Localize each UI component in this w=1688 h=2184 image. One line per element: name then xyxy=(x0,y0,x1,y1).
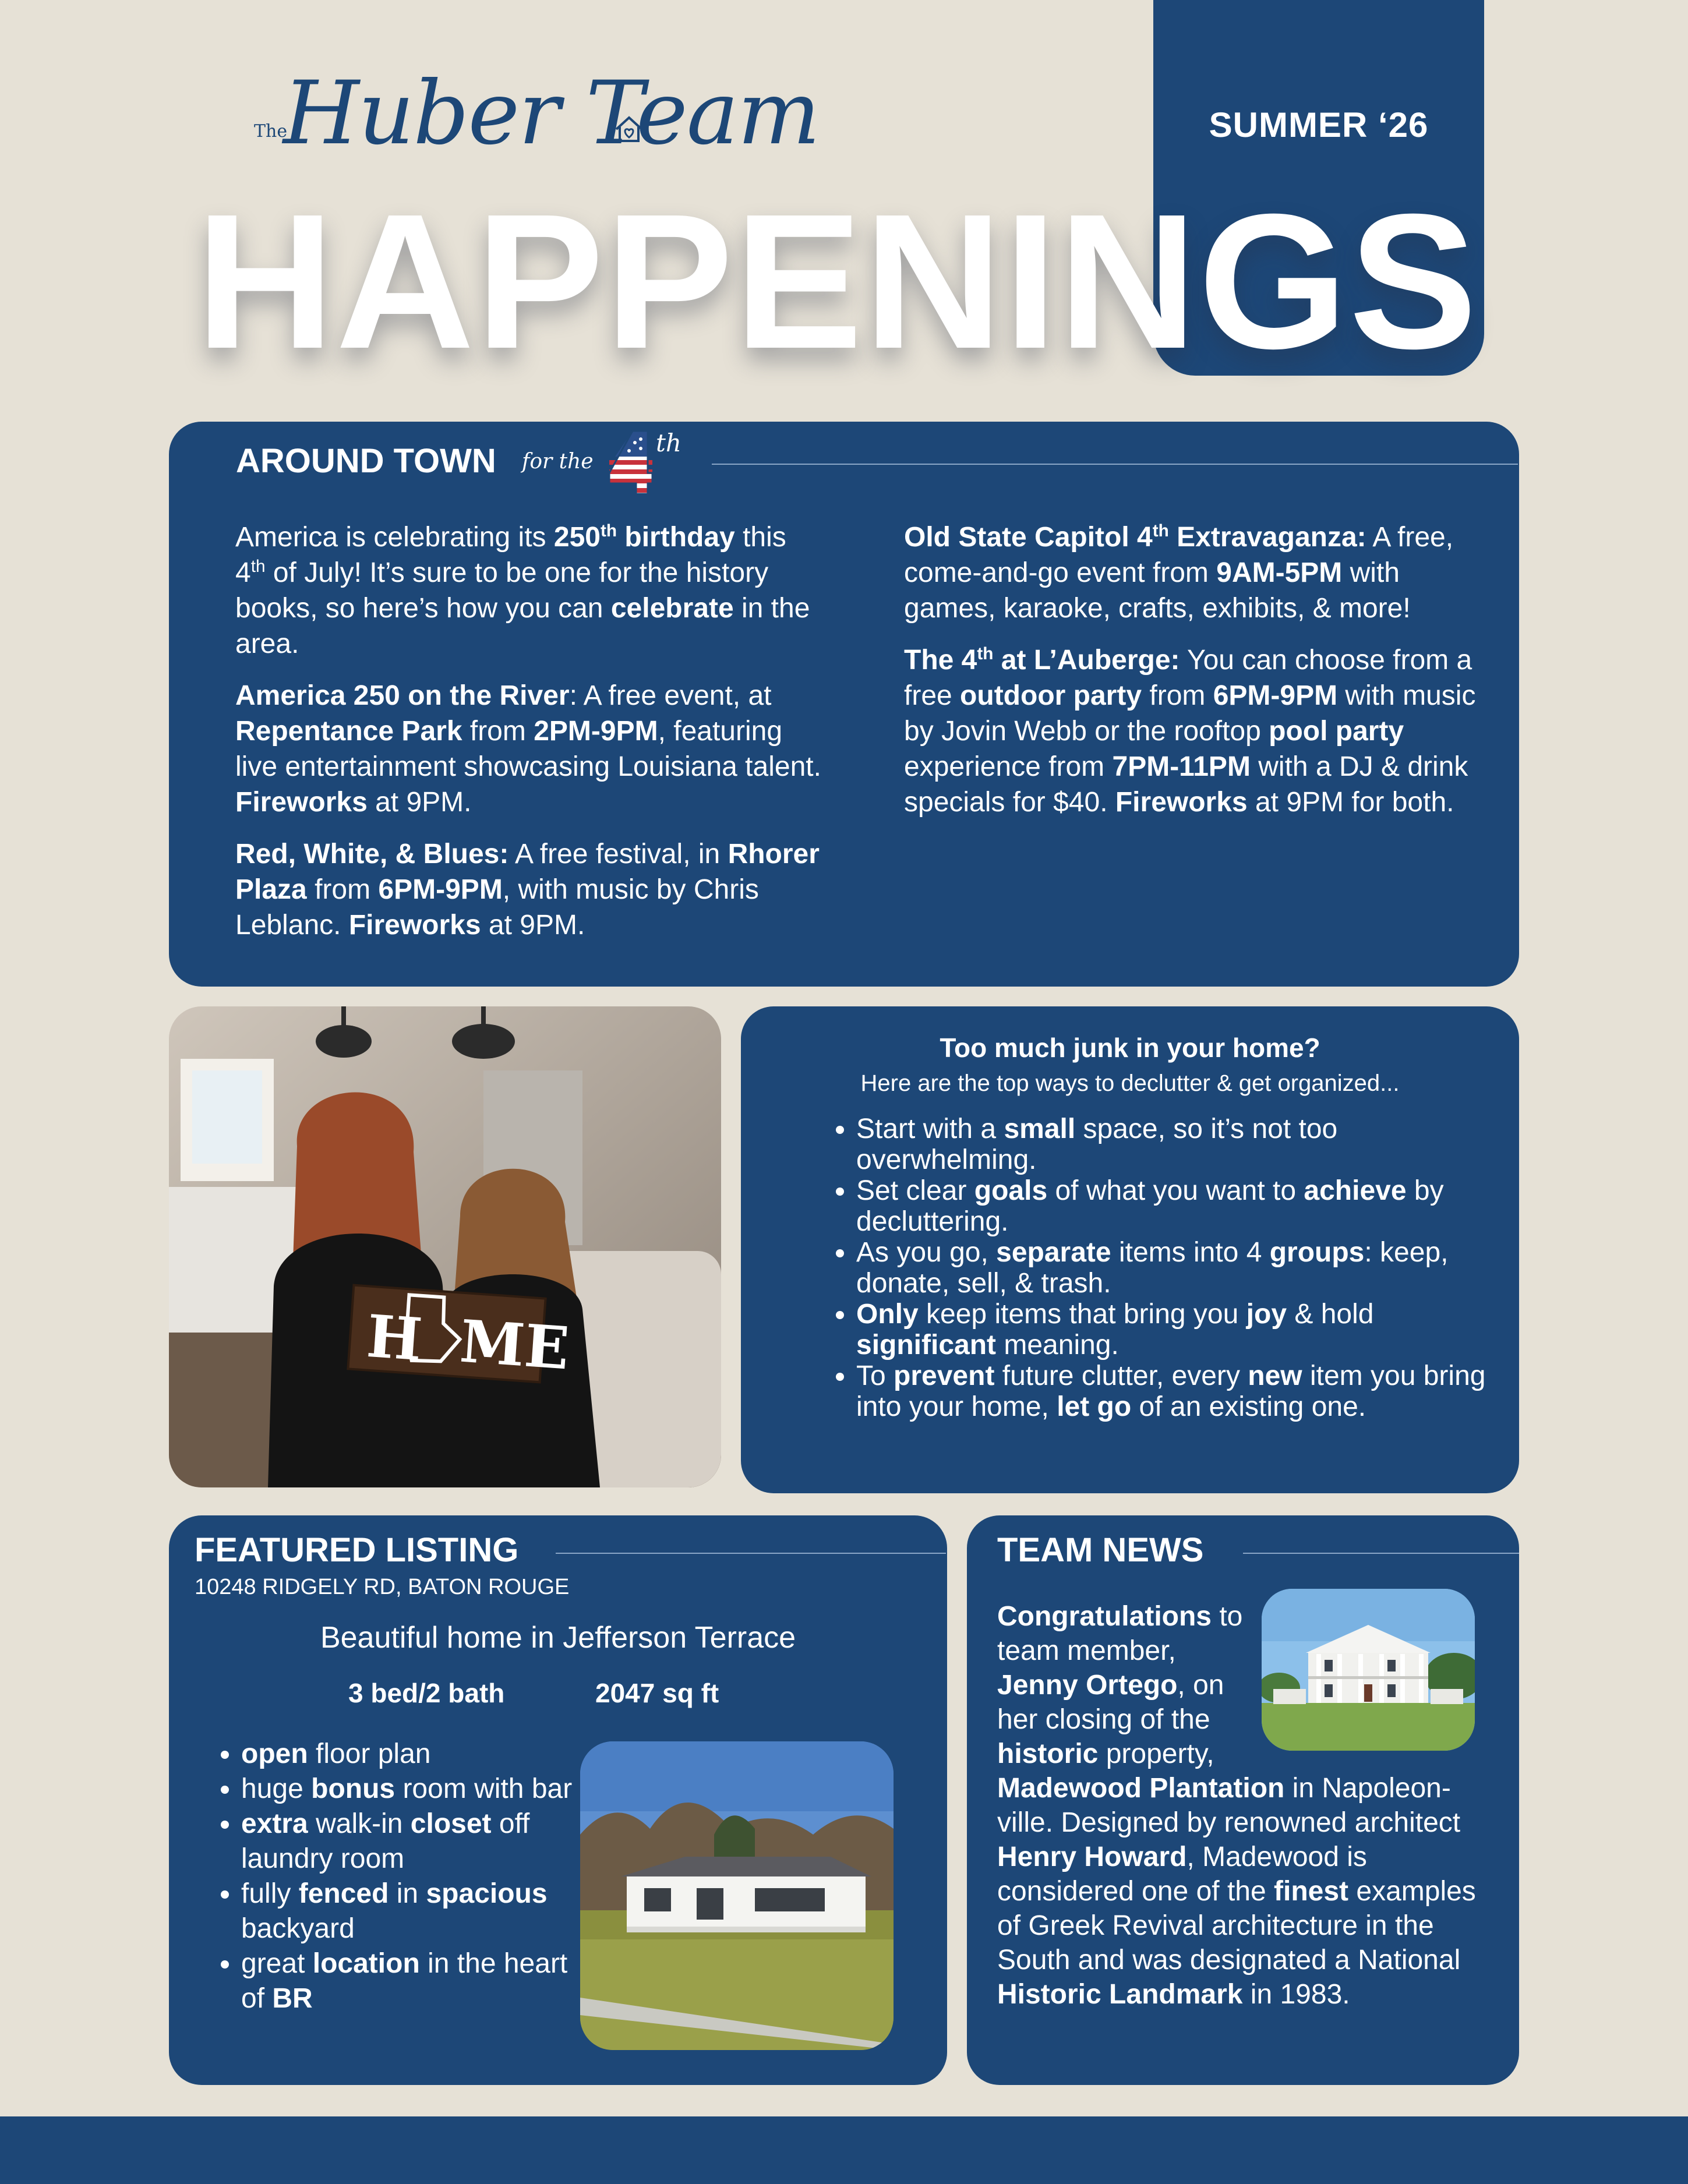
paragraph: America is celebrating its 250th birthday this 4th of July! It’s sure to be one for the history books, so here’s how you can celebrate in the area. xyxy=(235,521,810,659)
listing-address: 10248 RIDGELY RD, BATON ROUGE xyxy=(195,1575,570,1599)
house-heart-icon xyxy=(613,113,645,146)
season-label: SUMMER ‘26 xyxy=(1209,105,1429,144)
newsletter-title: HAPPENINGS xyxy=(196,174,1479,388)
logo: Huber Team xyxy=(283,63,820,164)
home-sign-left: H xyxy=(364,1301,425,1374)
footer-bar xyxy=(0,2116,1688,2184)
logo-the: The xyxy=(254,121,288,142)
list-item: • To prevent future clutter, every new item you bring into your home, let go of an existing one. xyxy=(856,1360,1514,1422)
list-item: • extra walk-in closet off laundry room xyxy=(241,1807,579,1876)
list-item: • Start with a small space, so it’s not too overwhelming. xyxy=(856,1114,1514,1175)
around-town-left-column xyxy=(235,520,824,959)
listing-features xyxy=(206,1737,579,2016)
around-town-right-column xyxy=(904,520,1486,836)
divider xyxy=(1243,1553,1519,1554)
list-item: • open floor plan xyxy=(241,1737,579,1772)
team-news-intro: Congratulations to team member, Jenny Ortego, on her closing of the historic property, xyxy=(997,1601,1243,1769)
list-item: • fully fenced in spacious backyard xyxy=(241,1876,579,1946)
paragraph: Red, White, & Blues: A free festival, in Rhorer Plaza from 6PM-9PM, with music by Chris Leblanc. Fireworks at 9PM. xyxy=(235,839,820,941)
listing-beds-baths: 3 bed/2 bath xyxy=(348,1678,505,1708)
home-sign-right: ME xyxy=(458,1306,571,1383)
paragraph: Old State Capitol 4th Extravaganza: A free, come-and-go event from 9AM-5PM with games, karaoke, crafts, exhibits, & more! xyxy=(904,521,1454,624)
flag-four-icon xyxy=(607,427,652,496)
team-photo xyxy=(169,1006,721,1487)
divider xyxy=(712,464,1518,465)
declutter-subtitle: Here are the top ways to declutter & get organized... xyxy=(860,1070,1400,1096)
listing-headline: Beautiful home in Jefferson Terrace xyxy=(320,1621,796,1655)
declutter-list xyxy=(821,1114,1514,1422)
around-town-th: th xyxy=(656,429,681,457)
team-news-text: Congratulations to team member, Jenny Ortego, on her closing of the historic property, Madewood Plantation in Napoleon-ville. Designed by renowned architect Henry Howard, Madewood is considered one of the finest examples of Greek Revival architecture in the South and was designated a National Historic Landmark in 1983. xyxy=(997,1599,1496,2012)
featured-listing-title: FEATURED LISTING xyxy=(195,1531,519,1569)
divider xyxy=(556,1553,946,1554)
declutter-title: Too much junk in your home? xyxy=(940,1033,1320,1063)
listing-sqft: 2047 sq ft xyxy=(595,1678,719,1708)
listing-photo xyxy=(580,1741,894,2050)
around-town-title: AROUND TOWN xyxy=(236,442,496,480)
paragraph: The 4th at L’Auberge: You can choose from a free outdoor party from 6PM-9PM with music by Jovin Webb or the rooftop pool party experience from 7PM-11PM with a DJ & drink specials for $40. Fireworks at 9PM for both. xyxy=(904,644,1476,818)
list-item: • huge bonus room with bar xyxy=(241,1772,579,1807)
team-news-title: TEAM NEWS xyxy=(997,1531,1204,1569)
list-item: • Set clear goals of what you want to achieve by decluttering. xyxy=(856,1175,1514,1237)
list-item: • As you go, separate items into 4 groups: keep, donate, sell, & trash. xyxy=(856,1237,1514,1299)
around-town-script: for the xyxy=(522,450,594,473)
list-item: • great location in the heart of BR xyxy=(241,1946,579,2016)
list-item: • Only keep items that bring you joy & hold significant meaning. xyxy=(856,1299,1514,1360)
paragraph: America 250 on the River: A free event, at Repentance Park from 2PM-9PM, featuring live entertainment showcasing Louisiana talent. Fireworks at 9PM. xyxy=(235,680,821,818)
